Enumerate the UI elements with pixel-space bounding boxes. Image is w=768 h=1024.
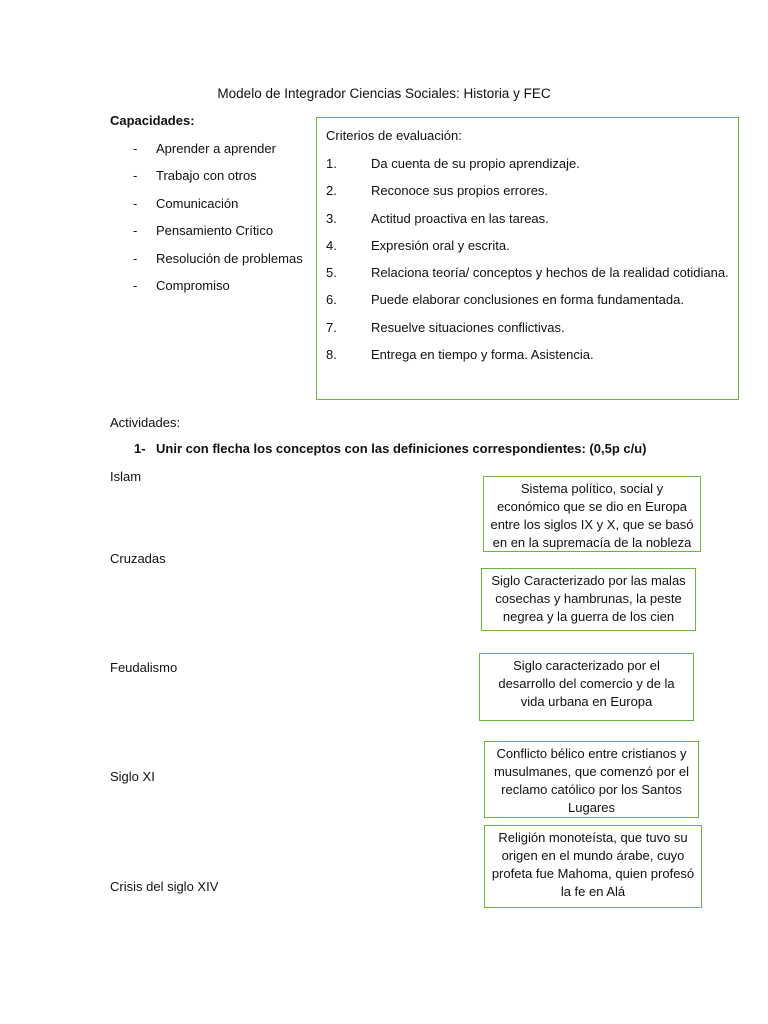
list-dash: - [133,195,138,211]
criterio-text: Puede elaborar conclusiones en forma fundamentada. [371,292,684,308]
document-title: Modelo de Integrador Ciencias Sociales: Historia y FEC [217,86,551,101]
criterio-text: Reconoce sus propios errores. [371,183,549,199]
concept-label: Crisis del siglo XIV [110,879,219,894]
criterio-text: Resuelve situaciones conflictivas. [371,319,565,335]
criterio-number: 1. [326,156,337,171]
list-dash: - [133,141,138,156]
capacidad-label: Comunicación [156,195,239,211]
definition-text: Conflicto bélico entre cristianos y musulmanes, que comenzó por el reclamo católico por los Santos Lugares [493,746,690,815]
definition-text: Religión monoteísta, que tuvo su origen en el mundo árabe, cuyo profeta fue Mahoma, quien profesó la fe en Alá [491,830,695,899]
list-dash: - [133,223,138,239]
capacidad-label: Resolución de problemas [156,250,303,266]
concept-label: Cruzadas [110,551,166,566]
criterio-number: 3. [326,210,337,226]
criterio-text: Relaciona teoría/ conceptos y hechos de la realidad cotidiana. [371,265,729,281]
definition-box [484,825,702,908]
criterio-number: 7. [326,319,337,335]
capacidad-label: Compromiso [156,277,230,293]
list-dash: - [133,168,138,184]
definition-box [479,653,694,721]
criterio-number: 5. [326,265,337,281]
instruction-text: Unir con flecha los conceptos con las definiciones correspondientes: (0,5p c/u) [156,441,647,456]
capacidad-label: Aprender a aprender [156,141,276,156]
concept-label: Feudalismo [110,660,178,675]
concept-label: Islam [110,469,142,484]
definition-text: Sistema político, social y económico que se dio en Europa entre los siglos IX y X, que se basó en en la supremacía de la nobleza [490,481,694,550]
list-dash: - [133,277,138,293]
instruction-number: 1- [134,441,146,456]
capacidad-label: Pensamiento Crítico [156,223,274,239]
definition-box [481,568,696,631]
capacidad-label: Trabajo con otros [156,168,257,184]
concept-label: Siglo XI [110,769,155,784]
criterio-number: 4. [326,237,337,253]
criterio-text: Expresión oral y escrita. [371,237,510,253]
list-dash: - [133,250,138,266]
criterios-heading: Criterios de evaluación: [326,128,462,143]
definition-text: Siglo Caracterizado por las malas cosechas y hambrunas, la peste negrea y la guerra de los cien [491,573,686,624]
criterio-text: Da cuenta de su propio aprendizaje. [371,156,580,171]
definition-box [484,741,699,818]
definition-box [483,476,701,552]
criterio-text: Entrega en tiempo y forma. Asistencia. [371,347,594,363]
criterio-text: Actitud proactiva en las tareas. [371,210,549,226]
criterio-number: 2. [326,183,337,199]
actividades-heading: Actividades: [110,415,181,430]
criterio-number: 6. [326,292,337,308]
criterio-number: 8. [326,347,337,363]
capacidades-heading: Capacidades: [110,113,195,128]
definition-text: Siglo caracterizado por el desarrollo del comercio y de la vida urbana en Europa [498,658,675,709]
activity-instruction [134,441,647,456]
